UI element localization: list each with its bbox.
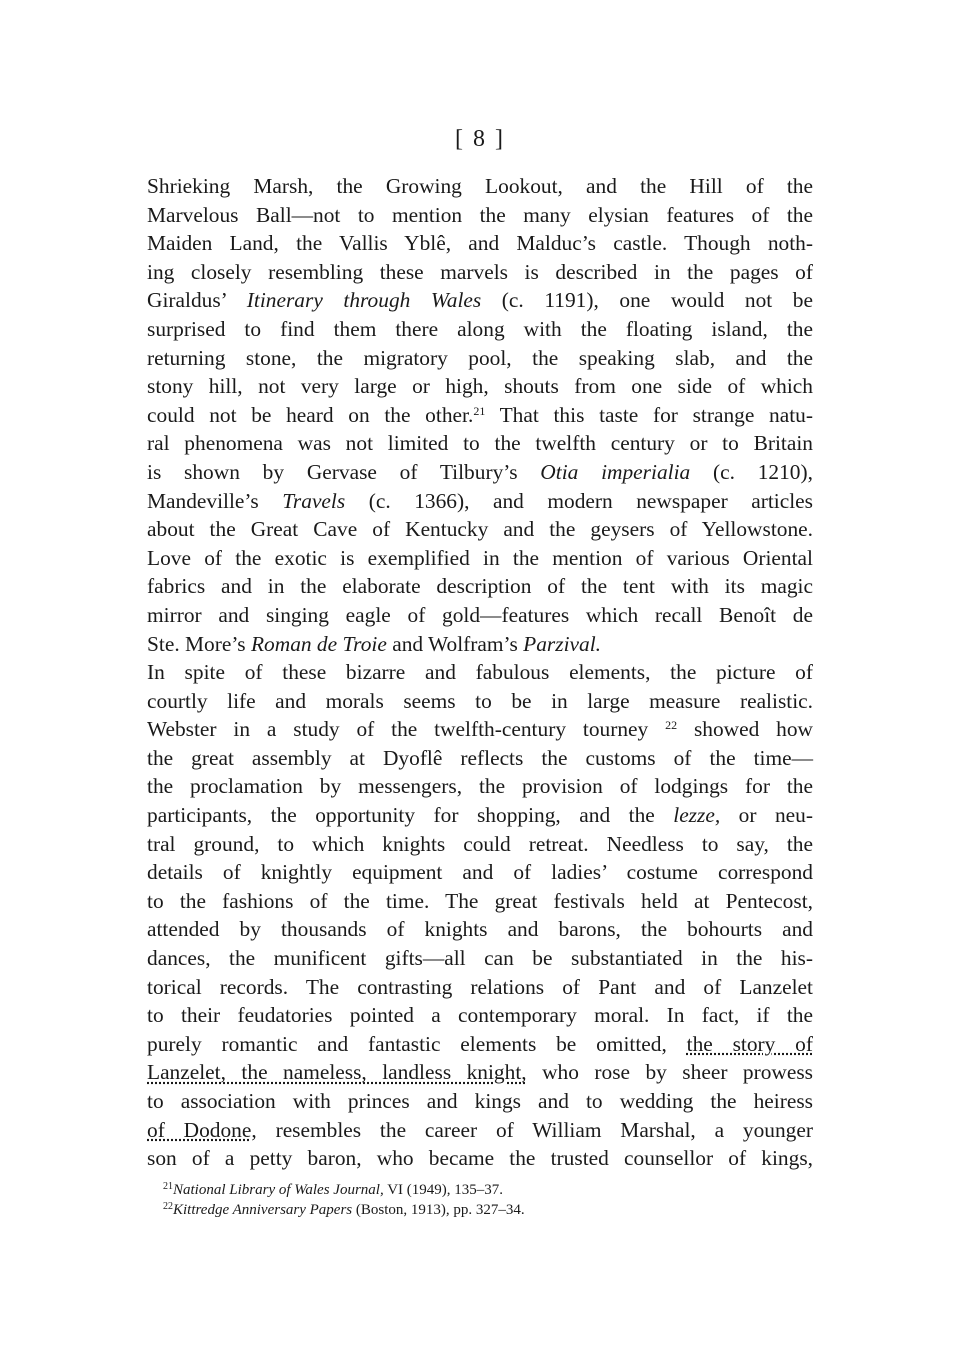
text-line: to their feudatories pointed a contemporary moral. In fact, if the [147, 1003, 813, 1028]
text-line: the proclamation by messengers, the provision of lodgings for the [147, 774, 813, 799]
italic-title: Travels [282, 488, 346, 513]
italic-title: Parzival. [523, 631, 602, 656]
italic-title: lezze, [673, 803, 721, 828]
footnote-marker: 21 [473, 403, 486, 418]
text-line: of Dodone, resembles the career of William Marshal, a younger [147, 1117, 813, 1142]
text-line: Marvelous Ball—not to mention the many elysian features of the [147, 202, 813, 227]
underlined-text: Lanzelet, the nameless, landless knight, [147, 1060, 527, 1085]
text-line: Shrieking Marsh, the Growing Lookout, and the Hill of the [147, 174, 813, 198]
text-line: purely romantic and fantastic elements be omitted, the story of [147, 1031, 813, 1056]
footnote: $^{21}$National Library of Wales Journal, VI (1949), 135–37. [163, 1181, 504, 1198]
text-line: courtly life and morals seems to be in large measure realistic. [147, 688, 813, 713]
text-line: to association with princes and kings and to wedding the heiress [147, 1089, 813, 1113]
text-line: dances, the munificent gifts—all can be substantiated in the his- [147, 946, 813, 971]
footnote-marker: 22 [665, 718, 678, 733]
footnote-number: 22 [163, 1201, 173, 1212]
footnote-title: National Library of Wales Journal, [173, 1182, 384, 1198]
text-line: about the Great Cave of Kentucky and the geysers of Yellowstone. [147, 517, 813, 542]
italic-title: Otia imperialia [540, 459, 691, 484]
text-line: surprised to find them there along with the floating island, the [147, 316, 813, 341]
text-line: attended by thousands of knights and barons, the bohourts and [147, 917, 813, 942]
text-line: Mandeville’s Travels (c. 1366), and modern newspaper articles [147, 488, 813, 513]
text-line: Giraldus’ Itinerary through Wales (c. 1191), one would not be [147, 288, 813, 313]
underlined-text: the story of [686, 1031, 813, 1056]
text-line: details of knightly equipment and of ladies’ costume correspond [147, 860, 813, 885]
text-line: could not be heard on the other.$^{21}$ That this taste for strange natu- [147, 402, 814, 427]
text-line: Lanzelet, the nameless, landless knight, who rose by sheer prowess [147, 1060, 814, 1085]
text-line: stony hill, not very large or high, shouts from one side of which [147, 374, 813, 399]
text-line: tral ground, to which knights could retreat. Needless to say, the [147, 831, 813, 856]
text-line: mirror and singing eagle of gold—features which recall Benoît de [147, 602, 813, 627]
text-line: returning stone, the migratory pool, the speaking slab, and the [147, 345, 813, 370]
footnotes [163, 1180, 813, 1220]
text-line: fabrics and in the elaborate description of the tent with its magic [147, 574, 813, 599]
italic-title: Itinerary through Wales [246, 288, 482, 313]
underlined-text: of Dodone, [147, 1117, 257, 1142]
body-text [147, 172, 813, 1173]
text-line: to the fashions of the time. The great festivals held at Pentecost, [147, 888, 813, 913]
text-line: In spite of these bizarre and fabulous elements, the picture of [147, 660, 813, 685]
text-line: Love of the exotic is exemplified in the mention of various Oriental [147, 545, 813, 570]
text-line: Maiden Land, the Vallis Yblê, and Malduc’s castle. Though noth- [147, 231, 813, 256]
text-line: Ste. More’s Roman de Troie and Wolfram’s Parzival. [147, 631, 602, 656]
page-number: [ 8 ] [455, 126, 505, 152]
text-line: Webster in a study of the twelfth-century tourney $^{22}$ showed how [147, 717, 813, 742]
text-line: ing closely resembling these marvels is described in the pages of [147, 259, 813, 284]
text-line: the great assembly at Dyoflê reflects the customs of the time— [147, 745, 813, 770]
italic-title: Roman de Troie [250, 631, 387, 656]
footnote-number: 21 [163, 1181, 173, 1192]
text-line: son of a petty baron, who became the trusted counsellor of kings, [147, 1146, 813, 1171]
text-line: participants, the opportunity for shopping, and the lezze, or neu- [147, 803, 813, 828]
text-line: torical records. The contrasting relations of Pant and of Lanzelet [147, 974, 813, 999]
text-line: ral phenomena was not limited to the twelfth century or to Britain [147, 431, 813, 456]
footnote: $^{22}$Kittredge Anniversary Papers (Boston, 1913), pp. 327–34. [163, 1201, 525, 1218]
footnote-title: Kittredge Anniversary Papers [173, 1202, 353, 1218]
text-line: is shown by Gervase of Tilbury’s Otia imperialia (c. 1210), [147, 459, 813, 484]
